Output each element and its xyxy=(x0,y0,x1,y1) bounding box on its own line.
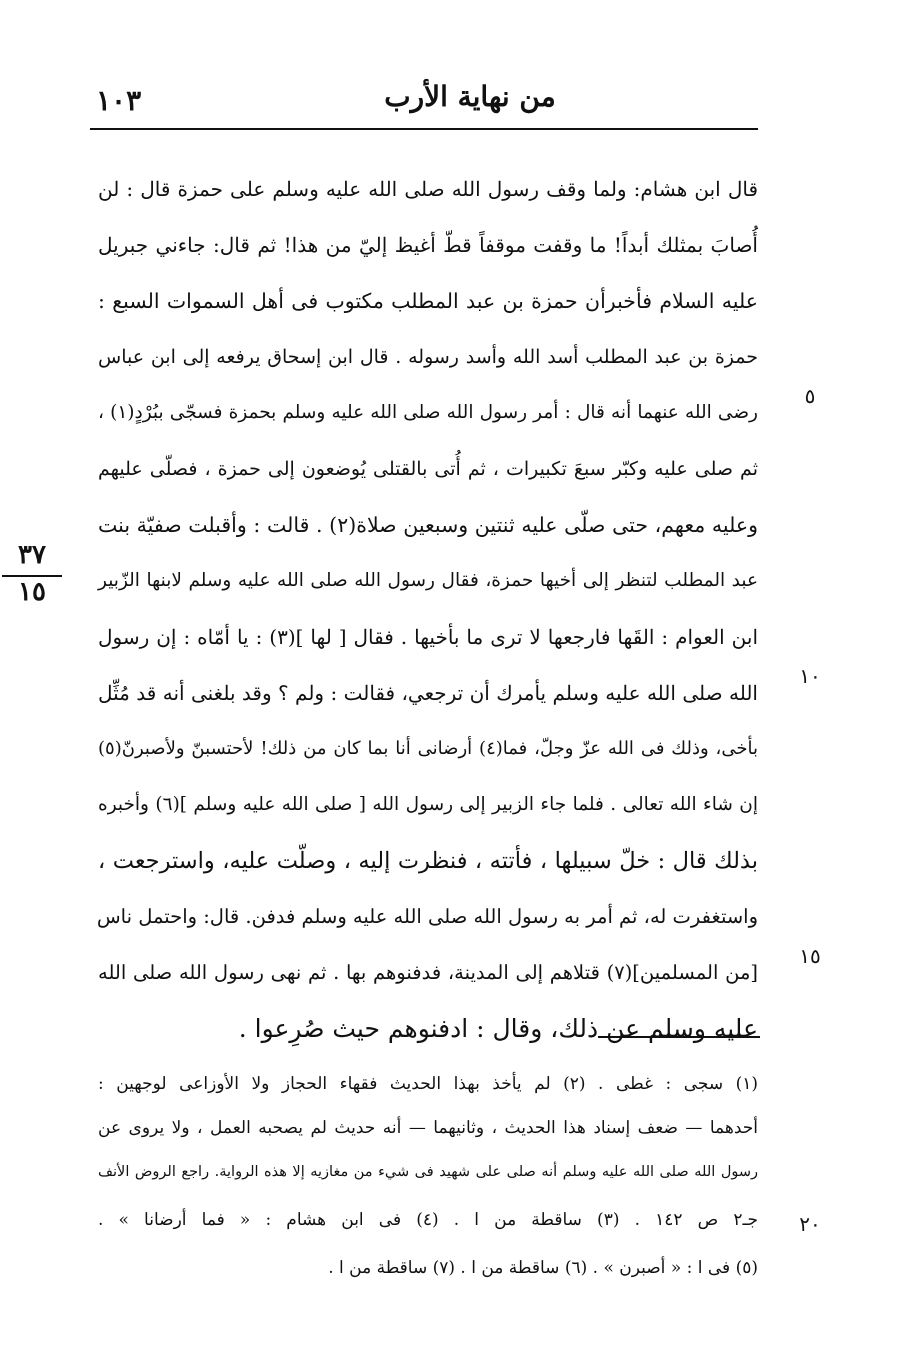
body-line: قال ابن هشام: ولما وقف رسول الله صلى الله عليه وسلم على حمزة قال : لن xyxy=(98,177,758,201)
footnote-line: جـ٢ ص ١٤٢ . (٣) ساقطة من ا . (٤) فى ابن هشام : « فما أرضانا » . xyxy=(98,1210,758,1230)
body-line: بأخى، وذلك فى الله عزّ وجلّ، فما(٤) أرضانى أنا بما كان من ذلك! لأحتسبنّ ولأصبرنّ(٥) xyxy=(98,738,758,759)
body-line: واستغفرت له، ثم أمر به رسول الله صلى الله عليه وسلم فدفن. قال: واحتمل ناس xyxy=(96,905,758,928)
body-line: [من المسلمين](٧) قتلاهم إلى المدينة، فدفنوهم بها . ثم نهى رسول الله صلى الله xyxy=(98,961,759,984)
body-line: عليه وسلم عن ذلك، وقال : ادفنوهم حيث صُرِعوا . xyxy=(238,1014,758,1043)
body-line: عليه السلام فأخبرأن حمزة بن عبد المطلب مكتوب فى أهل السموات السبع : xyxy=(98,289,758,313)
footnote-line: (١) سجى : غطى . (٢) لم يأخذ بهذا الحديث فقهاء الحجاز ولا الأوزاعى لوجهين : xyxy=(98,1074,758,1094)
footnote-rule xyxy=(598,1036,760,1038)
body-line: الله صلى الله عليه وسلم يأمرك أن ترجعي، فقالت : ولم ؟ وقد بلغنى أنه قد مُثِّل xyxy=(98,681,758,705)
body-line: عبد المطلب لتنظر إلى أخيها حمزة، فقال رسول الله صلى الله عليه وسلم لابنها الزّبير xyxy=(98,570,758,591)
body-line: ابن العوام : القَها فارجعها لا ترى ما بأخيها . فقال [ لها ](٣) : يا أمّاه : إن رسول xyxy=(98,625,758,649)
line-number-marker: ٢٠ xyxy=(799,1212,821,1236)
body-line: وعليه معهم، حتى صلّى عليه ثنتين وسبعين صلاة(٢) . قالت : وأقبلت صفيّة بنت xyxy=(98,513,758,537)
line-number-marker: ١٥ xyxy=(799,944,821,968)
header-rule xyxy=(90,128,758,130)
line-number-marker: ١٠ xyxy=(799,664,821,688)
footnote-line: أحدهما — ضعف إسناد هذا الحديث ، وثانيهما — أنه حديث لم يصحبه العمل ، ولا يروى عن xyxy=(98,1118,758,1138)
body-line: أُصابَ بمثلك أبداً! ما وقفت موقفاً قطّ أغيظ إليّ من هذا! ثم قال: جاءني جبريل xyxy=(98,233,758,257)
body-line: بذلك قال : خلّ سبيلها ، فأتته ، فنظرت إليه ، وصلّت عليه، واسترجعت ، xyxy=(98,848,758,874)
margin-fraction-bottom: ١٥ xyxy=(18,577,46,607)
page-number: ١٠٣ xyxy=(96,84,142,117)
footnote-line: (٥) فى ا : « أصبرن » . (٦) ساقطة من ا . (٧) ساقطة من ا . xyxy=(328,1258,758,1278)
line-number-marker: ٥ xyxy=(804,384,816,408)
margin-fraction-top: ٣٧ xyxy=(18,540,46,570)
footnote-line: رسول الله صلى الله عليه وسلم أنه صلى على شهيد فى شيء من مغازيه إلا هذه الرواية. راجع الروض الأنف xyxy=(98,1164,758,1180)
body-line: رضى الله عنهما أنه قال : أمر رسول الله صلى الله عليه وسلم بحمزة فسجّى ببُرْدٍ(١) ، xyxy=(98,402,758,423)
body-line: إن شاء الله تعالى . فلما جاء الزبير إلى رسول الله [ صلى الله عليه وسلم ](٦) وأخبره xyxy=(98,794,759,815)
body-line: حمزة بن عبد المطلب أسد الله وأسد رسوله . قال ابن إسحاق يرفعه إلى ابن عباس xyxy=(98,346,758,368)
body-line: ثم صلى عليه وكبّر سبعَ تكبيرات ، ثم أُتى بالقتلى يُوضعون إلى حمزة ، فصلّى عليهم xyxy=(98,458,758,480)
running-title: من نهاية الأرب xyxy=(384,80,556,113)
